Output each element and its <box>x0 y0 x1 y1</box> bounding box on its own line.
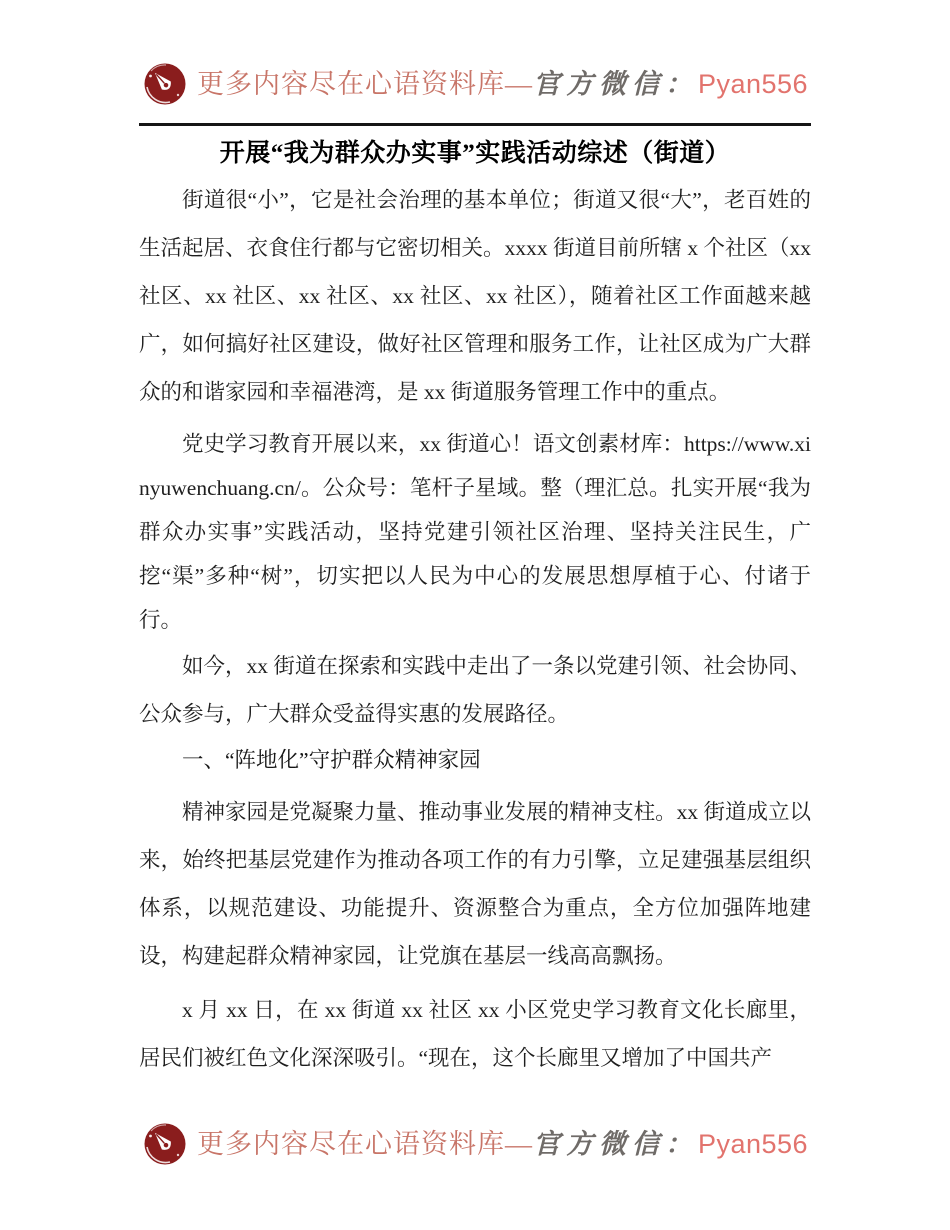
document-title: 开展“我为群众办实事”实践活动综述（街道） <box>219 140 731 167</box>
section-heading: 一、“阵地化”守护群众精神家园 <box>182 748 481 772</box>
paragraph-party-history: 党史学习教育开展以来，xx 街道心！语文创素材库：https://www.xinyuwenchuang.cn/。公众号：笔杆子星域。整（理汇总。扎实开展“我为群众办实事”实践活动，坚持党建引领社区治理、坚持关注民生，广挖“渠”多种“树”，切实把以人民为中心的发展思想厚植于心、付诸于行。 <box>139 432 811 632</box>
document-content <box>139 58 811 1170</box>
paragraph-intro: 街道很“小”，它是社会治理的基本单位；街道又很“大”，老百姓的生活起居、衣食住行都与它密切相关。xxxx 街道目前所辖 x 个社区（xx 社区、xx 社区、xx 社区、xx 社区、xx 社区），随着社区工作面越来越广，如何搞好社区建设，做好社区管理和服务工作，让社区成为广大群众的和谐家园和幸福港湾，是 xx 街道服务管理工作中的重点。 <box>139 188 811 404</box>
watermark-slogan: 更多内容尽在心语资料库— <box>196 1128 533 1159</box>
pen-nib-logo-icon <box>142 61 188 107</box>
watermark-wechat-id: Pyan556 <box>697 68 809 99</box>
watermark-slogan: 更多内容尽在心语资料库— <box>196 68 533 99</box>
watermark-text-group <box>196 68 809 99</box>
watermark-channel-label: 官方微信： <box>532 1128 698 1159</box>
pen-nib-logo-icon <box>142 1121 188 1167</box>
paragraph-culture-corridor: x 月 xx 日，在 xx 街道 xx 社区 xx 小区党史学习教育文化长廊里，居民们被红色文化深深吸引。“现在，这个长廊里又增加了中国共产 <box>139 998 811 1070</box>
header-watermark <box>139 58 811 110</box>
watermark-text-group <box>196 1128 809 1159</box>
watermark-channel-label: 官方微信： <box>532 68 698 99</box>
watermark-wechat-id: Pyan556 <box>697 1128 809 1159</box>
header-divider <box>139 123 811 126</box>
paragraph-spiritual-home: 精神家园是党凝聚力量、推动事业发展的精神支柱。xx 街道成立以来，始终把基层党建作为推动各项工作的有力引擎，立足建强基层组织体系，以规范建设、功能提升、资源整合为重点，全方位加强阵地建设，构建起群众精神家园，让党旗在基层一线高高飘扬。 <box>139 800 811 968</box>
footer-watermark <box>139 1118 811 1170</box>
paragraph-path: 如今，xx 街道在探索和实践中走出了一条以党建引领、社会协同、公众参与，广大群众受益得实惠的发展路径。 <box>139 654 811 726</box>
